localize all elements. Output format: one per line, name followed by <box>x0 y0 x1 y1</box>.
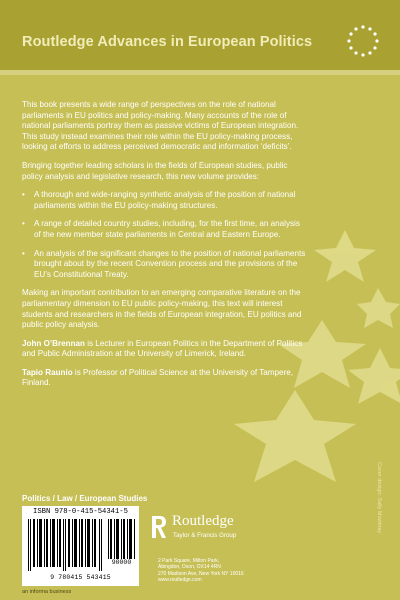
feature-item: • A thorough and wide-ranging synthetic analysis of the position of national parliaments within the EU policy-making structures. <box>22 190 306 211</box>
cover-credit <box>374 462 382 582</box>
feature-list <box>22 190 306 280</box>
publisher-address <box>158 558 244 583</box>
address-line: 2 Park Square, Milton Park, <box>158 558 220 564</box>
address-line: www.routledge.com <box>158 576 202 583</box>
editor-name: Tapio Raunio <box>22 367 73 377</box>
subject-categories: Politics / Law / European Studies <box>22 494 148 503</box>
address-line: 270 Madison Ave, New York NY 10016 <box>158 570 244 577</box>
feature-item: • A range of detailed country studies, including, for the first time, an analysis of the new member state parliaments in Central and Eastern Europe. <box>22 219 306 240</box>
price-code: 90000 <box>111 559 132 566</box>
barcode-number: 9 780415 543415 <box>50 574 111 581</box>
price-barcode-icon <box>108 519 135 559</box>
header-band <box>0 70 400 75</box>
publisher-group: Taylor & Francis Group <box>173 532 237 539</box>
barcode <box>22 506 139 586</box>
series-header <box>0 0 400 70</box>
publisher-name: Routledge <box>172 513 234 529</box>
cover-credit-text: Cover design: Sally Mowbray <box>376 462 382 534</box>
editor-bio <box>22 339 306 360</box>
address-line: Abingdon, Oxon, OX14 4RN <box>158 564 221 571</box>
editor-name: John O’Brennan <box>22 338 85 348</box>
editor-bio-text: is Lecturer in European Politics in the Department of Politics and Public Administration at the University of Limerick, Ireland. <box>22 338 303 359</box>
informa-tagline: an informa business <box>22 589 72 595</box>
series-title: Routledge Advances in European Politics <box>22 34 313 50</box>
eu-stars-icon <box>346 24 380 58</box>
editor-bio-text: is Professor of Political Science at the University of Tampere, Finland. <box>22 367 293 388</box>
closing-paragraph: Making an important contribution to an emerging comparative literature on the parliamentary dimension to EU public policy-making, this text will interest students and researchers in the fields of European integration, EU politics and public policy analysis. <box>22 288 302 330</box>
barcode-bars-icon <box>28 519 102 571</box>
feature-item: • An analysis of the significant changes to the position of national parliaments brought about by the recent Convention process and the provisions of the EU’s Constitutional Treaty. <box>22 249 306 281</box>
isbn-label: ISBN 978-0-415-54341-5 <box>33 508 128 516</box>
intro-paragraph: This book presents a wide range of perspectives on the role of national parliaments in EU politics and policy-making. Many accounts of the role of national parliaments portray them as passive victims of European integration. This study instead examines their role within the EU policy-making process, looking at efforts to address perceived democratic and information ‘deficits’. <box>22 100 299 152</box>
routledge-logo-icon <box>150 514 168 540</box>
provides-paragraph: Bringing together leading scholars in the fields of European studies, public policy analysis and legislative research, this new volume provides: <box>22 160 288 181</box>
description <box>22 100 306 397</box>
editor-bio <box>22 368 306 389</box>
